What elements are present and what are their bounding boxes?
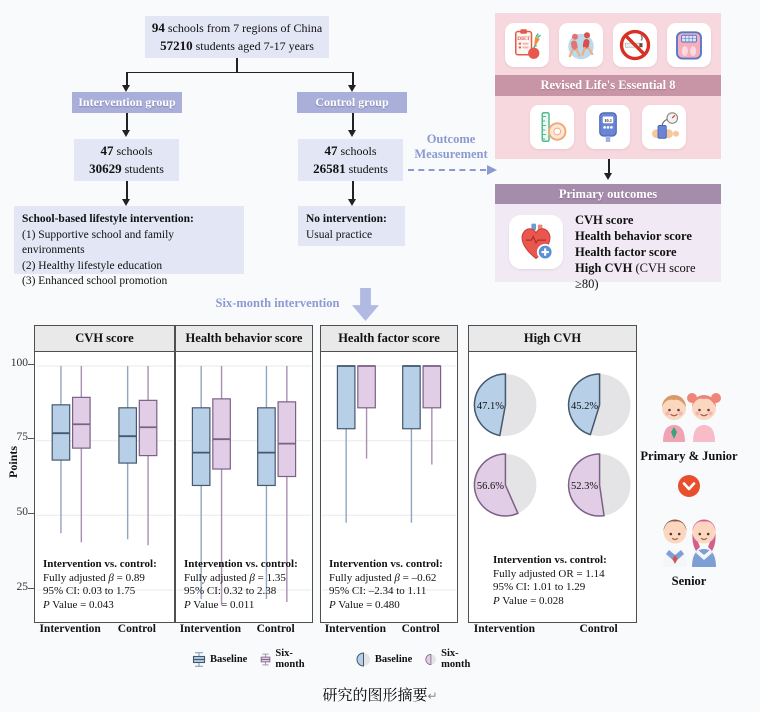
study-population-box <box>145 16 329 58</box>
population-line2: 57210 students aged 7-17 years <box>160 38 314 53</box>
no-smoking-icon <box>613 23 657 67</box>
x-axis-label: Control <box>401 623 440 635</box>
arrow-down-icon <box>348 130 356 137</box>
intervention-detail-box <box>14 206 244 287</box>
high-cvh-pies <box>469 352 636 622</box>
le8-title-band: Revised Life's Essential 8 <box>495 75 721 96</box>
arrow-down-icon <box>122 199 130 206</box>
primary-junior-label: Primary & Junior <box>640 449 738 463</box>
le8-icons-bottom <box>530 105 686 149</box>
intervention-counts-box: 47 schools 30629 students <box>74 139 179 181</box>
connector-line <box>126 72 353 74</box>
connector-line <box>352 72 354 86</box>
stats-block: Intervention vs. control: Fully adjusted β = 0.89 95% CI: 0.03 to 1.75 P Value = 0.043 <box>43 558 157 611</box>
pie-sixmonth-icon <box>425 652 437 667</box>
panel-title: Health factor score <box>321 326 457 352</box>
cvh-boxplot <box>35 352 174 622</box>
control-detail-text: Usual practice <box>306 228 373 241</box>
block-arrow-down-icon <box>352 288 379 321</box>
teens-icon <box>656 509 722 567</box>
intervention-group-header: Intervention group <box>72 92 182 113</box>
six-month-label: Six-month intervention <box>215 296 340 310</box>
stats-block: Intervention vs. control: Fully adjusted β = 1.35 95% CI: 0.32 to 2.38 P Value = 0.011 <box>184 558 298 611</box>
intervention-item-1: (1) Supportive school and family environments <box>22 228 175 256</box>
connector-line <box>126 72 128 86</box>
y-axis-label: Points <box>6 446 20 479</box>
connector-line <box>352 113 354 130</box>
arrow-down-icon <box>122 130 130 137</box>
population-line1: 94 schools from 7 regions of China <box>151 20 323 35</box>
x-axis-label: Intervention <box>39 623 101 635</box>
x-axis-label: Intervention <box>324 623 387 635</box>
behavior-boxplot <box>176 352 312 622</box>
arrow-down-icon <box>348 199 356 206</box>
connector-line <box>126 113 128 130</box>
x-axis-label: Intervention <box>179 623 242 635</box>
x-axis-label: Control <box>256 623 295 635</box>
figure-caption: 研究的图形摘要↵ <box>322 688 438 704</box>
stats-block: Intervention vs. control: Fully adjusted OR = 1.14 95% CI: 1.01 to 1.29 P Value = 0.028 <box>493 554 607 607</box>
svg-text:DIET: DIET <box>517 35 531 42</box>
life-essential8-box <box>495 13 721 159</box>
svg-text:10.1: 10.1 <box>604 117 612 123</box>
svg-text:52.3%: 52.3% <box>571 481 599 492</box>
legend-pie-baseline: Baseline <box>356 652 412 667</box>
boxplot-sixmonth-icon <box>260 652 271 667</box>
svg-text:45.2%: 45.2% <box>571 401 599 412</box>
panel-high-cvh <box>468 325 637 623</box>
panel-title: Health behavior score <box>176 326 312 352</box>
tape-measure-icon <box>530 105 574 149</box>
y-tick-25: 25 <box>16 581 28 593</box>
heart-plus-icon <box>509 215 563 269</box>
boxplot-baseline-icon <box>192 652 206 667</box>
intervention-item-3: (3) Enhanced school promotion <box>22 275 168 287</box>
panel-cvh-score <box>34 325 175 623</box>
x-axis-label: Control <box>579 623 618 635</box>
dashed-arrow-line <box>408 169 486 171</box>
x-axis-label: Control <box>117 623 156 635</box>
panel-title: High CVH <box>469 326 636 352</box>
svg-text:47.1%: 47.1% <box>476 401 504 412</box>
connector-line <box>126 181 128 199</box>
panel-title: CVH score <box>35 326 174 352</box>
diet-icon <box>505 23 549 67</box>
outcomes-list: CVH score Health behavior score Health factor score High CVH (CVH score ≥80) <box>575 213 696 291</box>
age-group-column <box>628 386 750 589</box>
chart-legend <box>192 648 478 670</box>
intervention-item-2: (2) Healthy lifestyle education <box>22 259 163 272</box>
legend-box-baseline: Baseline <box>192 652 247 667</box>
bmi-scale-icon <box>667 23 711 67</box>
arrow-right-icon <box>487 165 497 175</box>
exercise-icon <box>559 23 603 67</box>
y-tick-75: 75 <box>16 431 28 443</box>
pie-baseline-icon <box>356 652 371 667</box>
legend-box-sixmonth: Six-month <box>260 648 312 670</box>
control-detail-title: No intervention: <box>306 213 387 225</box>
factor-boxplot <box>321 352 457 622</box>
connector-line <box>608 159 610 173</box>
stats-block: Intervention vs. control: Fully adjusted β = –0.62 95% CI: –2.34 to 1.11 P Value = 0.480 <box>329 558 443 611</box>
blood-pressure-icon <box>642 105 686 149</box>
connector-line <box>352 181 354 199</box>
control-group-header: Control group <box>297 92 407 113</box>
paragraph-mark: ↵ <box>427 689 438 703</box>
control-counts-box: 47 schools 26581 students <box>298 139 403 181</box>
arrow-down-icon <box>348 85 356 92</box>
children-icon <box>653 386 725 442</box>
le8-icons-top <box>505 23 711 67</box>
y-tick-100: 100 <box>10 357 28 369</box>
legend-pie-sixmonth: Six-month <box>425 648 478 670</box>
arrow-down-icon <box>604 173 612 180</box>
primary-outcomes-box <box>495 204 721 291</box>
outcome-measurement-label: Outcome Measurement <box>414 132 488 161</box>
glucose-meter-icon <box>586 105 630 149</box>
control-detail-box <box>298 206 405 246</box>
panel-health-factor <box>320 325 458 623</box>
x-axis-label: Intervention <box>473 623 536 635</box>
primary-outcomes-band: Primary outcomes <box>495 184 721 204</box>
arrow-down-icon <box>122 85 130 92</box>
intervention-detail-title: School-based lifestyle intervention: <box>22 213 194 225</box>
senior-label: Senior <box>671 574 707 588</box>
y-tick-50: 50 <box>16 506 28 518</box>
svg-text:56.6%: 56.6% <box>476 481 504 492</box>
panel-health-behavior <box>175 325 313 623</box>
chevron-down-badge-icon <box>677 474 701 498</box>
